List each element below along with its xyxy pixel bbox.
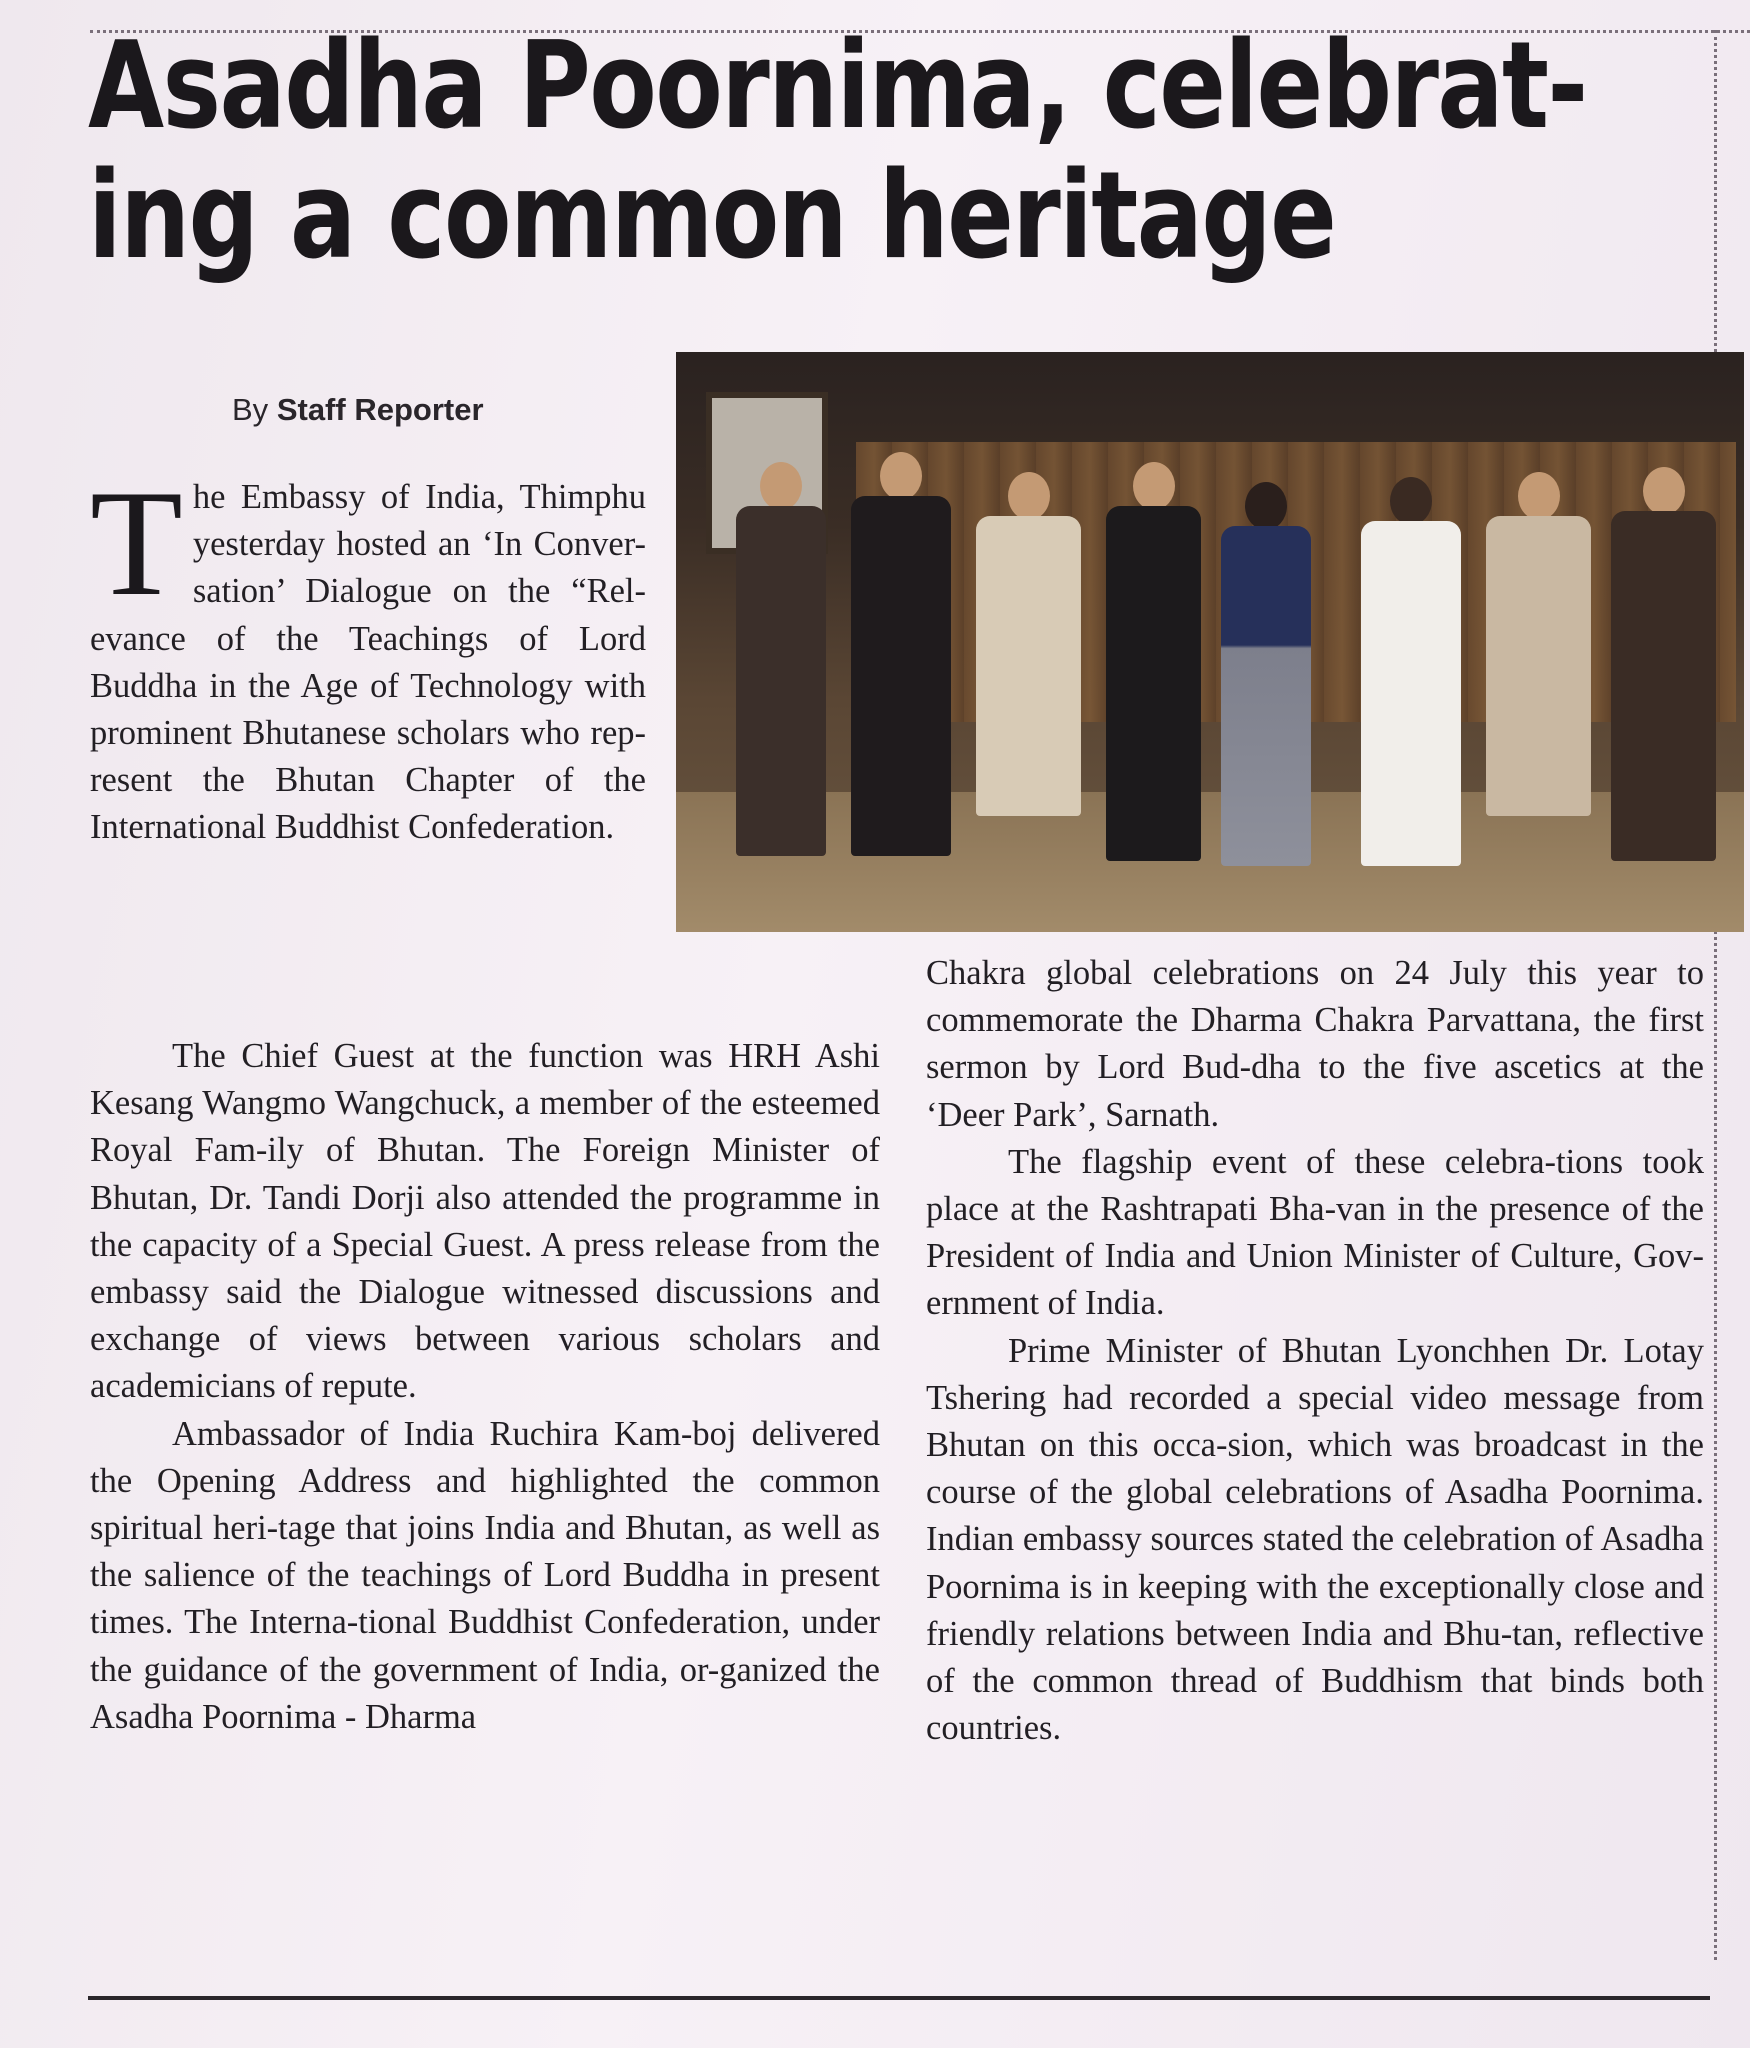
paragraph-2: The Chief Guest at the function was HRH Ashi Kesang Wangmo Wangchuck, a member of the esteemed Royal Fam-ily of Bhutan. The Foreign Minister of Bhutan, Dr. Tandi Dorji also attended the programme in the capacity of a Special Guest. A press release from the embassy said the Dialogue witnessed discussions and exchange of views between various scholars and academicians of repute. [90, 1037, 880, 1406]
article-column-1-bottom [90, 1033, 880, 1741]
person-4 [1106, 462, 1201, 867]
person-3 [976, 472, 1081, 867]
headline-line-1: Asadha Poornima, celebrat- [88, 17, 1587, 156]
byline-prefix: By [232, 392, 269, 427]
article-column-1-top [90, 459, 646, 852]
column-divider [1714, 30, 1717, 1960]
byline-author: Staff Reporter [276, 392, 484, 427]
paragraph-1-text: he Embassy of India, Thimphu yesterday hosted an ‘In Conver-sation’ Dialogue on the “Rel-evance of the Teachings of Lord Buddha in the Age of Technology with prominent Bhutanese scholars who rep-resent the Bhutan Chapter of the International Buddhist Confederation. [90, 478, 646, 847]
paragraph-3-continued: Chakra global celebrations on 24 July this year to commemorate the Dharma Chakra Parvattana, the first sermon by Lord Bud-dha to the five ascetics at the ‘Deer Park’, Sarnath. [926, 954, 1704, 1134]
drop-cap: T [90, 459, 183, 627]
group-photo [676, 352, 1744, 932]
person-7 [1486, 472, 1591, 867]
person-6 [1361, 477, 1461, 872]
person-5 [1221, 482, 1311, 872]
person-8 [1611, 467, 1716, 867]
person-1 [736, 462, 826, 862]
article-column-2 [926, 950, 1704, 1752]
person-2 [851, 452, 951, 862]
paragraph-1 [90, 459, 646, 852]
paragraph-3: Ambassador of India Ruchira Kam-boj delivered the Opening Address and highlighted the common spiritual heri-tage that joins India and Bhutan, as well as the salience of the teachings of Lord Buddha in present times. The Interna-tional Buddhist Confederation, under the guidance of the government of India, or-ganized the Asadha Poornima - Dharma [90, 1414, 880, 1736]
bottom-rule [88, 1996, 1710, 2000]
paragraph-4: The flagship event of these celebra-tions took place at the Rashtrapati Bha-van in the presence of the President of India and Union Minister of Culture, Gov-ernment of India. [926, 1142, 1704, 1323]
headline-line-2: ing a common heritage [88, 147, 1336, 286]
article-headline [88, 17, 1587, 286]
byline [232, 392, 484, 428]
paragraph-5: Prime Minister of Bhutan Lyonchhen Dr. Lotay Tshering had recorded a special video message from Bhutan on this occa-sion, which was broadcast in the course of the global celebrations of Asadha Poornima. Indian embassy sources stated the celebration of Asadha Poornima is in keeping with the exceptionally close and friendly relations between India and Bhu-tan, reflective of the common thread of Buddhism that binds both countries. [926, 1331, 1704, 1748]
